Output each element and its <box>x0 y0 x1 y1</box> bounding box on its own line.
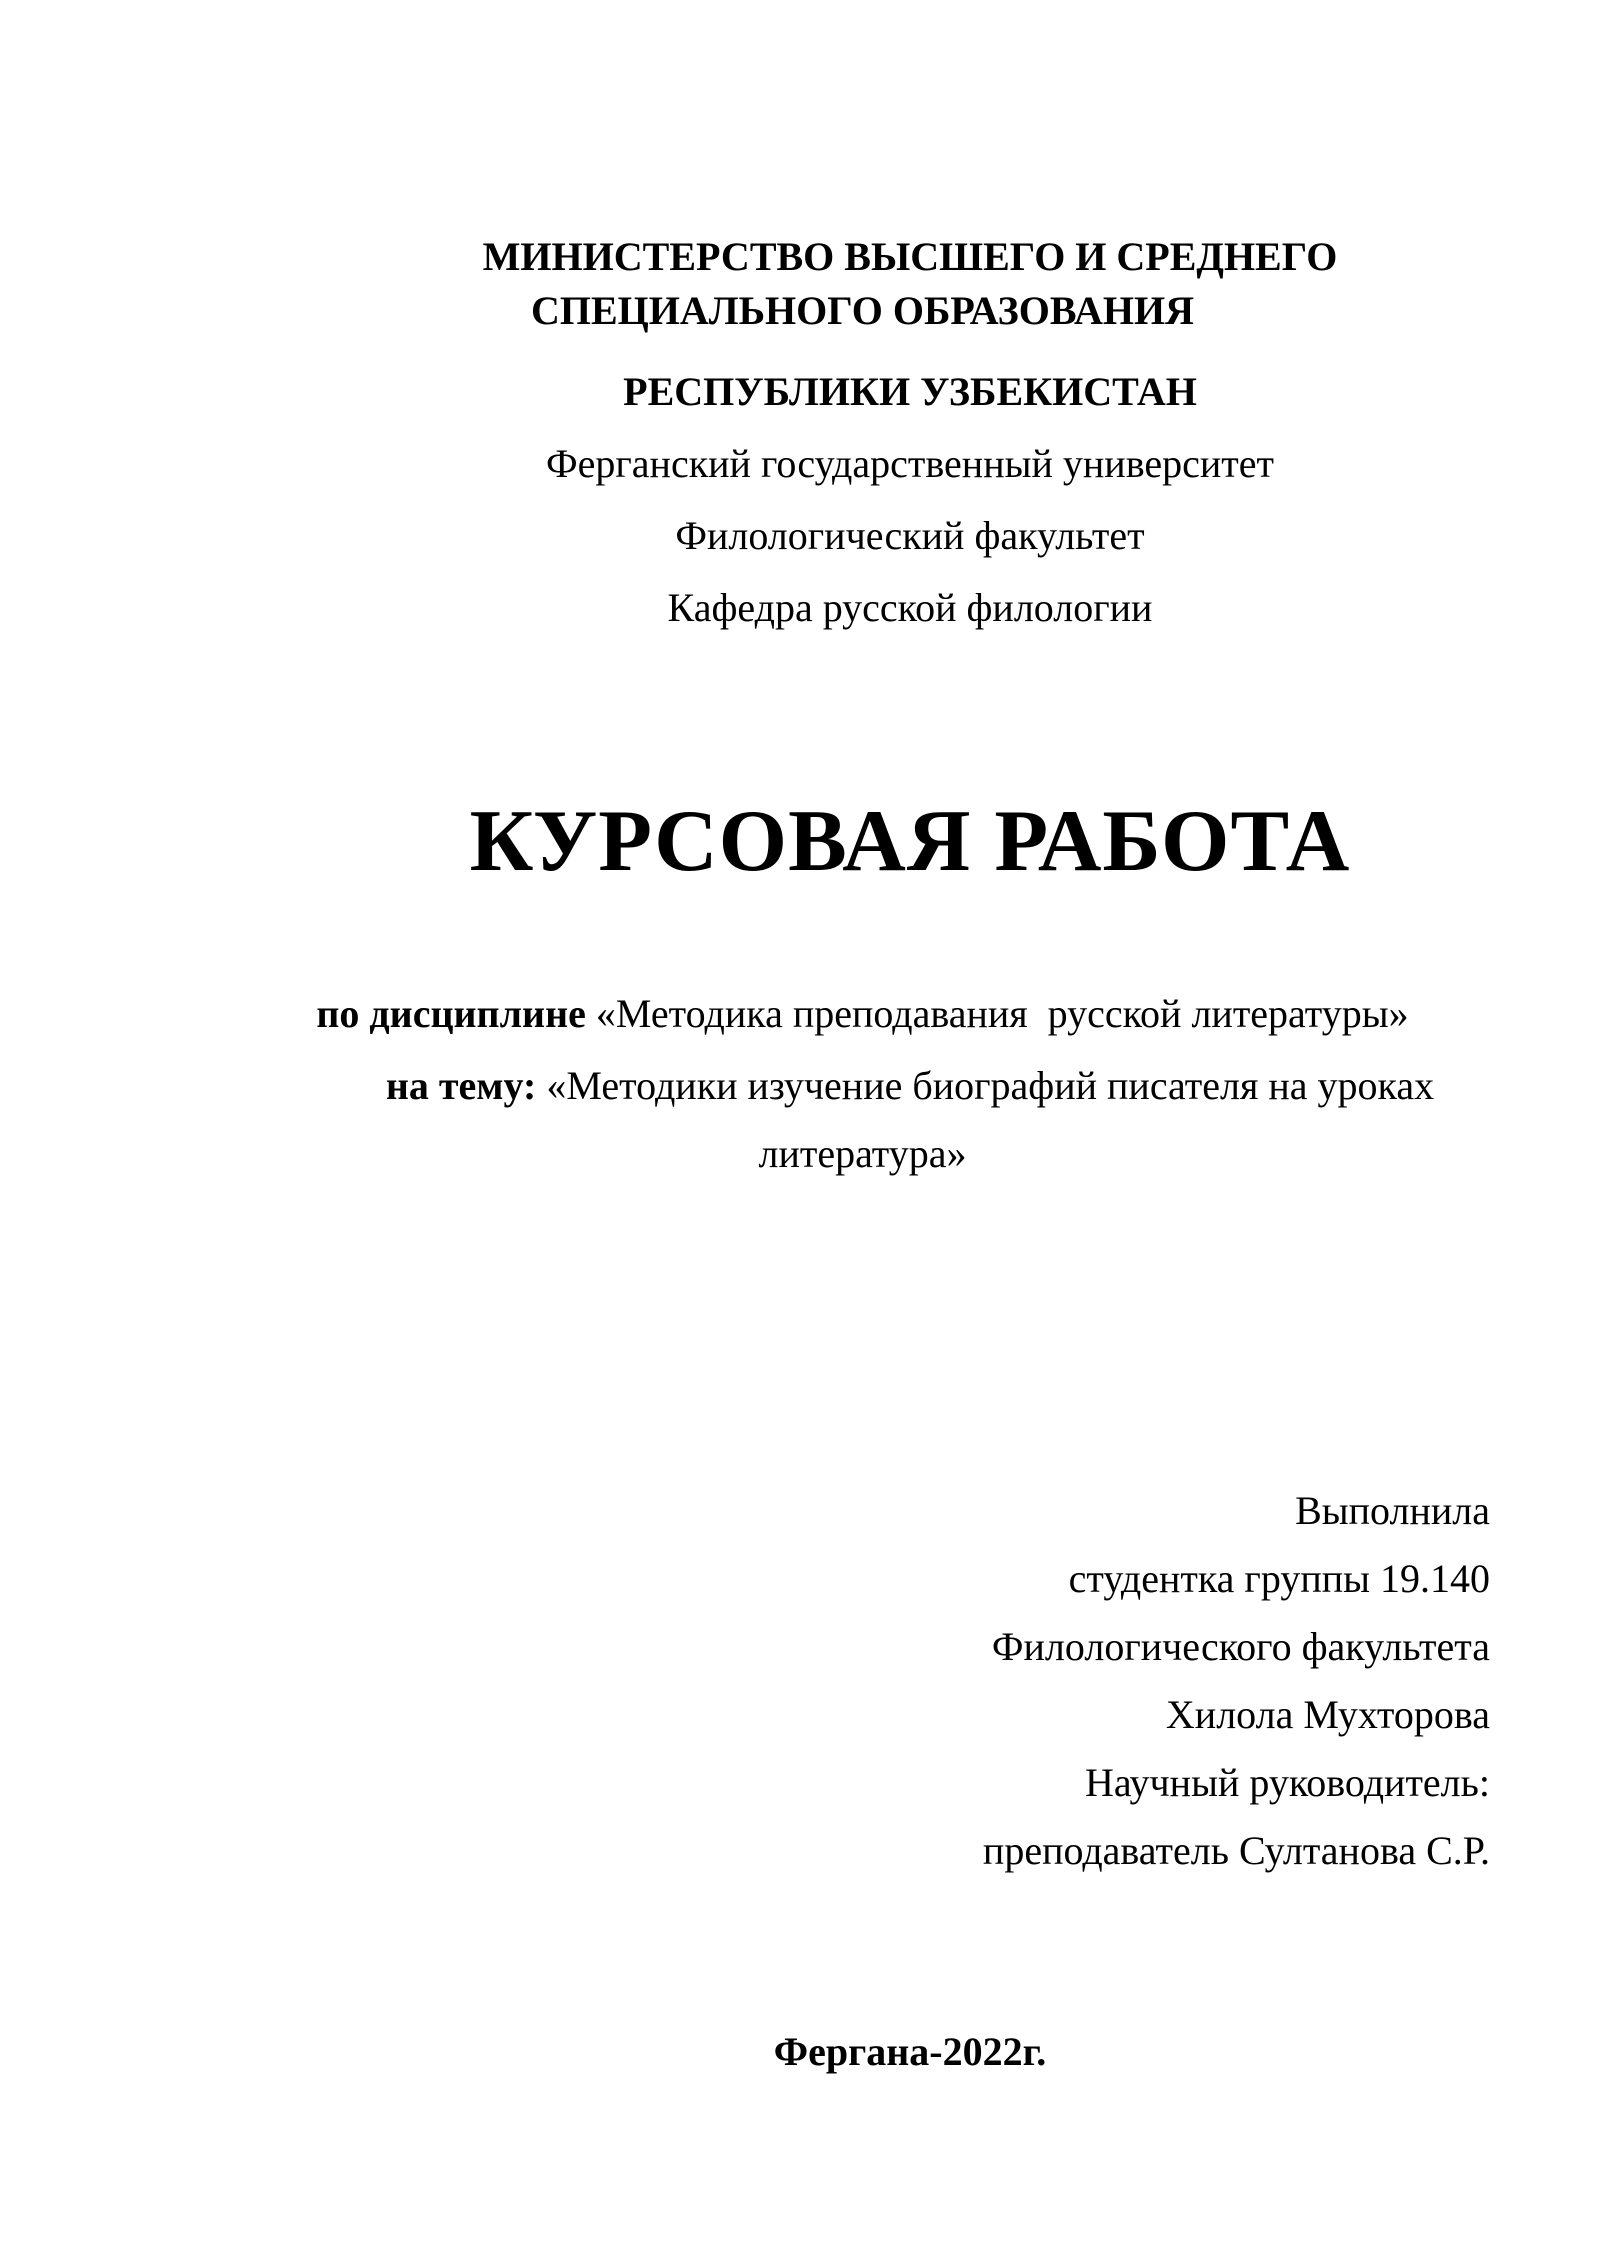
supervisor-name: преподаватель Султанова С.Р. <box>982 1828 1490 1873</box>
topic-line2: литература» <box>758 1131 967 1176</box>
performed-by-label: Выполнила <box>1295 1488 1490 1533</box>
ministry-heading-line1: МИНИСТЕРСТВО ВЫСШЕГО И СРЕДНЕГО <box>482 234 1338 279</box>
author-block <box>235 1477 1490 1885</box>
author-faculty: Филологического факультета <box>991 1624 1490 1669</box>
discipline-value: «Методика преподавания русской литературы» <box>585 991 1409 1036</box>
topic-line1 <box>235 1052 1490 1120</box>
author-name: Хилола Мухторова <box>1165 1692 1490 1737</box>
ministry-heading-line2: СПЕЦИАЛЬНОГО ОБРАЗОВАНИЯ <box>531 288 1194 333</box>
discipline-label: по дисциплине <box>316 991 586 1036</box>
student-group: студентка группы 19.140 <box>1068 1556 1490 1601</box>
discipline-line <box>235 980 1490 1048</box>
republic-heading: РЕСПУБЛИКИ УЗБЕКИСТАН <box>623 369 1197 414</box>
faculty-name: Филологический факультет <box>675 513 1145 558</box>
ministry-heading <box>235 230 1490 338</box>
university-name: Ферганский государственный университет <box>546 441 1274 486</box>
supervisor-label: Научный руководитель: <box>1084 1760 1490 1805</box>
topic-label: на тему: <box>385 1063 537 1108</box>
department-name: Кафедра русской филологии <box>667 585 1153 630</box>
coursework-title: КУРСОВАЯ РАБОТА <box>469 793 1351 890</box>
topic-value-line1: «Методики изучение биографий писателя на уроках <box>536 1063 1435 1108</box>
title-page-content <box>235 0 1490 2086</box>
city-year-footer: Фергана-2022г. <box>773 2029 1047 2074</box>
